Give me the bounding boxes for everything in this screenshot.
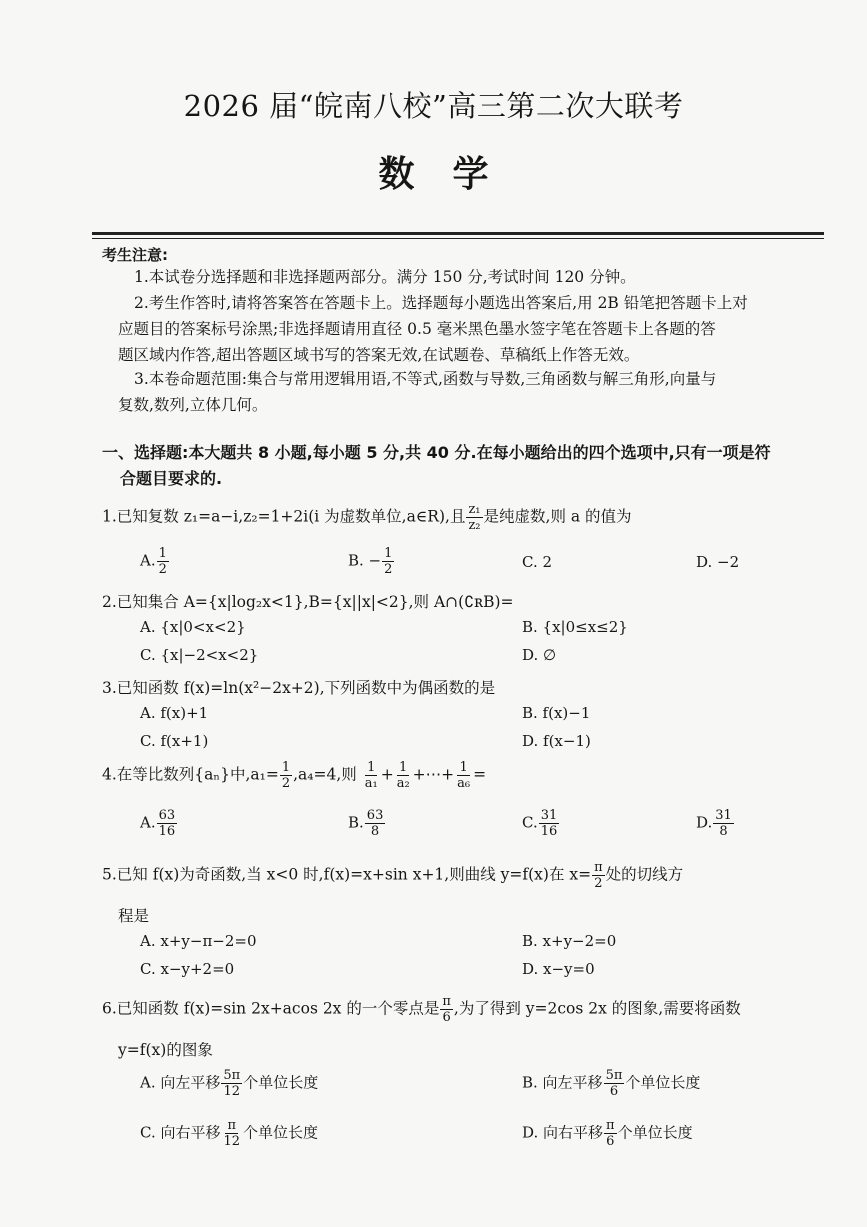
q1-b-num: 1: [384, 546, 393, 561]
q1-b-den: 2: [384, 562, 393, 577]
q4-c-den: 16: [540, 824, 558, 839]
q4-term-3: [455, 760, 472, 791]
q2-option-b: B. {x|0≤x≤2}: [522, 618, 628, 636]
q6-c-num: π: [227, 1118, 237, 1133]
q6-d-den: 6: [606, 1134, 615, 1149]
q1-stem-pre: 1.已知复数 z₁=a−i,z₂=1+2i(i 为虚数单位,a∈R),且: [102, 507, 466, 526]
q1-a-den: 2: [158, 562, 167, 577]
q5-frac-den: 2: [594, 876, 603, 891]
q4-b-label: B.: [348, 813, 364, 832]
q6-frac-den: 6: [442, 1010, 451, 1025]
q6-d-frac: [604, 1118, 617, 1149]
q2-option-c: C. {x|−2<x<2}: [140, 646, 259, 664]
q1-option-b-frac: [382, 546, 394, 577]
q4-stem-post: =: [473, 765, 487, 784]
q6-option-b: [522, 1068, 700, 1099]
section-heading-line-2: 合题目要求的.: [120, 469, 223, 488]
q4-d-num: 31: [715, 808, 732, 823]
q4-t3-den: a₆: [457, 776, 471, 791]
q1-option-a-frac: [157, 546, 169, 577]
q4-t1-num: 1: [367, 760, 376, 775]
q6-b-frac: [604, 1068, 625, 1099]
header-rule-thin: [92, 238, 824, 239]
q4-stem-mid: ,a₄=4,则: [293, 765, 357, 784]
q4-t3-num: 1: [459, 760, 468, 775]
q1-option-b: [348, 546, 395, 577]
notice-line-3b: 复数,数列,立体几何。: [118, 396, 268, 414]
q4-term-1: [363, 760, 380, 791]
q3-option-b: B. f(x)−1: [522, 704, 591, 722]
q3-option-a: A. f(x)+1: [140, 704, 209, 722]
q6-d-num: π: [606, 1118, 615, 1133]
q1-stem-post: 是纯虚数,则 a 的值为: [483, 507, 632, 526]
q4-d-label: D.: [696, 813, 713, 832]
question-5-stem-line-2: 程是: [118, 907, 150, 925]
q4-a1-den: 2: [281, 776, 291, 791]
question-2-stem: 2.已知集合 A={x|log₂x<1},B={x||x|<2},则 A∩(∁ʀB)=: [102, 593, 514, 611]
q5-fraction: [592, 860, 605, 891]
q4-d-den: 8: [719, 824, 728, 839]
notice-line-2b: 应题目的答案标号涂黑;非选择题请用直径 0.5 毫米黑色墨水签字笔在答题卡上各题的答: [118, 320, 716, 338]
q1-a-num: 1: [158, 546, 167, 561]
q4-a1-num: 1: [281, 760, 291, 775]
section-heading-line-1: 一、选择题:本大题共 8 小题,每小题 5 分,共 40 分.在每小题给出的四个选项中,只有一项是符: [102, 443, 771, 462]
notice-line-1: 1.本试卷分选择题和非选择题两部分。满分 150 分,考试时间 120 分钟。: [134, 268, 636, 286]
q4-term-2: [395, 760, 412, 791]
q3-option-c: C. f(x+1): [140, 732, 209, 750]
q4-option-b: [348, 808, 386, 839]
q5-frac-num: π: [594, 860, 603, 875]
q6-stem-pre: 6.已知函数 f(x)=sin 2x+acos 2x 的一个零点是: [102, 999, 440, 1018]
q4-a-frac: [157, 808, 178, 839]
q6-c-pre: C. 向右平移: [140, 1123, 221, 1142]
q5-option-b: B. x+y−2=0: [522, 932, 617, 950]
q4-stem-pre: 4.在等比数列{aₙ}中,a₁=: [102, 765, 279, 784]
q6-b-post: 个单位长度: [625, 1073, 701, 1092]
q6-frac-num: π: [442, 994, 451, 1009]
q4-c-num: 31: [540, 808, 558, 823]
q2-option-d: D. ∅: [522, 646, 557, 664]
notice-line-3a: 3.本卷命题范围:集合与常用逻辑用语,不等式,函数与导数,三角函数与解三角形,向量与: [134, 370, 717, 388]
q6-a-pre: A. 向左平移: [140, 1073, 221, 1092]
notice-title: 考生注意:: [102, 246, 168, 264]
q4-a1-frac: [280, 760, 292, 791]
q4-a-label: A.: [140, 813, 156, 832]
header-rule-thick: [92, 232, 824, 235]
question-1-stem: [102, 502, 632, 533]
q6-c-frac: [221, 1118, 242, 1149]
q1-option-c: C. 2: [522, 553, 553, 571]
q5-option-c: C. x−y+2=0: [140, 960, 235, 978]
q4-b-den: 8: [370, 824, 380, 839]
question-3-stem: 3.已知函数 f(x)=ln(x²−2x+2),下列函数中为偶函数的是: [102, 679, 496, 697]
q6-a-post: 个单位长度: [243, 1073, 319, 1092]
q6-fraction: [440, 994, 453, 1025]
q6-a-den: 12: [223, 1084, 241, 1099]
q5-stem-post: 处的切线方: [605, 865, 684, 884]
q3-option-d: D. f(x−1): [522, 732, 591, 750]
question-6-stem: [102, 994, 741, 1025]
q4-option-c: [522, 808, 560, 839]
q4-d-frac: [713, 808, 734, 839]
q4-c-label: C.: [522, 813, 538, 832]
q6-option-a: [140, 1068, 318, 1099]
q1-option-a: [140, 546, 170, 577]
q1-option-a-label: A.: [140, 551, 156, 570]
q6-b-pre: B. 向左平移: [522, 1073, 603, 1092]
subject-title: 数学: [378, 153, 527, 195]
q4-option-a: [140, 808, 178, 839]
q6-b-den: 6: [609, 1084, 619, 1099]
question-5-stem: [102, 860, 683, 891]
q4-t2-num: 1: [399, 760, 408, 775]
q6-d-pre: D. 向右平移: [522, 1123, 604, 1142]
q4-c-frac: [539, 808, 560, 839]
exam-title: 2026 届“皖南八校”高三第二次大联考: [183, 89, 684, 123]
q4-a-den: 16: [158, 824, 176, 839]
q6-c-post: 个单位长度: [243, 1123, 319, 1142]
q4-b-frac: [365, 808, 386, 839]
q6-stem-post: ,为了得到 y=2cos 2x 的图象,需要将函数: [453, 999, 741, 1018]
q6-a-frac: [221, 1068, 242, 1099]
q4-b-num: 63: [366, 808, 384, 823]
q4-a-num: 63: [158, 808, 176, 823]
q6-c-den: 12: [223, 1134, 241, 1149]
q6-option-c: [140, 1118, 318, 1149]
q6-b-num: 5π: [605, 1068, 623, 1083]
q6-d-post: 个单位长度: [617, 1123, 693, 1142]
q5-stem-pre: 5.已知 f(x)为奇函数,当 x<0 时,f(x)=x+sin x+1,则曲线 y=f(x)在 x=: [102, 865, 592, 884]
question-4-stem: 4.在等比数列{aₙ}中,a₁= $\frac{1}{2}$ ,a₄=4,则 $\frac{1}{\text{a₁}}$ + $\frac{1}{\text{a₂}}$ +⋯+ $\frac{1}{\text{a₆}}$ =: [102, 760, 487, 791]
q1-option-d: D. −2: [696, 553, 740, 571]
q2-option-a: A. {x|0<x<2}: [140, 618, 246, 636]
q6-a-num: 5π: [223, 1068, 241, 1083]
notice-line-2c: 题区域内作答,超出答题区域书写的答案无效,在试题卷、草稿纸上作答无效。: [118, 346, 640, 364]
question-6-stem-line-2: y=f(x)的图象: [118, 1041, 213, 1059]
q5-option-a: A. x+y−π−2=0: [140, 932, 257, 950]
q5-option-d: D. x−y=0: [522, 960, 595, 978]
q1-fraction: [466, 502, 482, 533]
q1-frac-den: z₂: [468, 518, 481, 533]
q4-t2-den: a₂: [396, 776, 410, 791]
q4-option-d: [696, 808, 735, 839]
q4-dots: +⋯+: [412, 765, 455, 784]
q1-frac-num: z₁: [468, 502, 481, 517]
q4-t1-den: a₁: [364, 776, 378, 791]
q1-option-b-label: B. −: [348, 551, 382, 570]
notice-line-2a: 2.考生作答时,请将答案答在答题卡上。选择题每小题选出答案后,用 2B 铅笔把答题卡上对: [134, 294, 748, 312]
q6-option-d: [522, 1118, 693, 1149]
